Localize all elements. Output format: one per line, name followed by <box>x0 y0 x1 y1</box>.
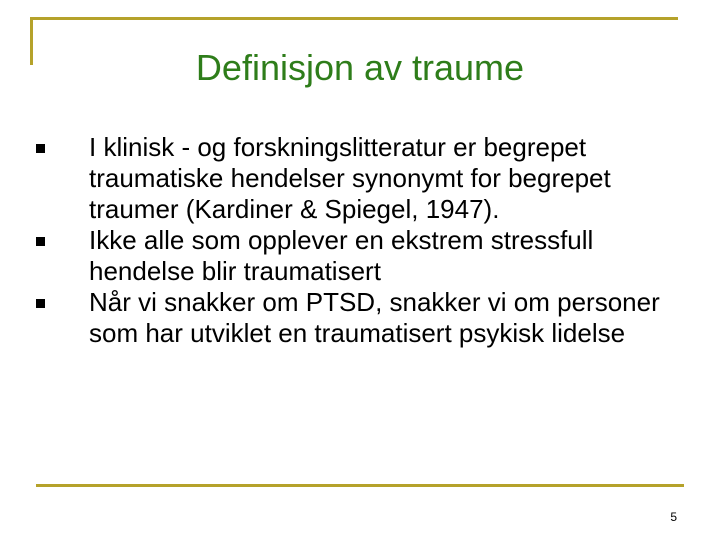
bullet-item <box>36 225 696 287</box>
slide-title: Definisjon av traume <box>195 47 525 88</box>
square-bullet-icon <box>36 237 45 246</box>
square-bullet-icon <box>36 299 45 308</box>
bullet-text: Ikke alle som opplever en ekstrem stressfull hendelse blir traumatisert <box>89 225 594 286</box>
bullet-list <box>36 132 696 349</box>
bullet-text: Når vi snakker om PTSD, snakker vi om personer som har utviklet en traumatisert psykisk lidelse <box>89 287 660 348</box>
slide-number: 5 <box>670 510 677 524</box>
bullet-text: I klinisk - og forskningslitteratur er begrepet traumatiske hendelser synonymt for begrepet traumer (Kardiner & Spiegel, 1947). <box>89 132 611 224</box>
bullet-item <box>36 287 696 349</box>
bullet-item <box>36 132 696 225</box>
square-bullet-icon <box>36 144 45 153</box>
frame-bottom-line <box>36 484 684 487</box>
frame-top-line <box>30 17 678 20</box>
